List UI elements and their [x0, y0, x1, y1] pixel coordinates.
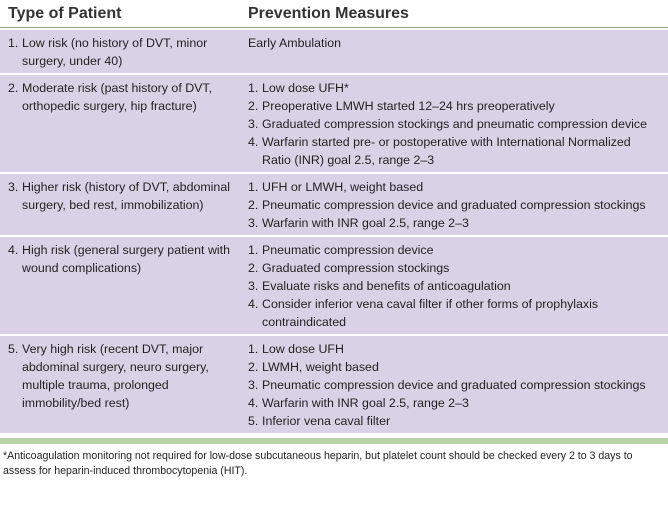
measure-text: Low dose UFH: [262, 342, 344, 356]
row-number: 3.: [8, 180, 19, 194]
row-number: 4.: [8, 243, 19, 257]
measure-number: 4.: [248, 135, 259, 149]
measure-number: 1.: [248, 81, 259, 95]
patient-type: Higher risk (history of DVT, abdominal surgery, bed rest, immobilization): [22, 180, 230, 212]
measure-text: Inferior vena caval filter: [262, 414, 391, 428]
measure-text: Consider inferior vena caval filter if other forms of prophylaxis contraindicated: [262, 297, 599, 329]
patient-type: Moderate risk (past history of DVT, orthopedic surgery, hip fracture): [22, 81, 213, 113]
measure-text: Warfarin started pre- or postoperative with International Normalized Ratio (INR) goal 2.5, range 2–3: [262, 135, 631, 167]
measure-item: [248, 277, 668, 295]
prevention-measures-cell: [240, 241, 668, 331]
footnote: *Anticoagulation monitoring not required for low-dose subcutaneous heparin, but platelet count should be checked every 2 to 3 days to assess for heparin-induced thrombocytopenia (HIT).: [3, 450, 633, 477]
measure-number: 2.: [248, 99, 259, 113]
patient-type: Low risk (no history of DVT, minor surgery, under 40): [22, 36, 208, 68]
measure-item: [248, 241, 668, 259]
measure-text: Warfarin with INR goal 2.5, range 2–3: [262, 396, 469, 410]
measure-item: [248, 97, 668, 115]
table-row: [0, 174, 668, 235]
measure-number: 2.: [248, 360, 259, 374]
measure-text: Evaluate risks and benefits of anticoagulation: [262, 279, 511, 293]
measure-text: Preoperative LMWH started 12–24 hrs preoperatively: [262, 99, 555, 113]
patient-type: Very high risk (recent DVT, major abdominal surgery, neuro surgery, multiple trauma, prolonged immobility/bed rest): [22, 342, 209, 410]
measure-text: Graduated compression stockings: [262, 261, 450, 275]
measure-text: Early Ambulation: [248, 36, 341, 50]
measure-number: 2.: [248, 261, 259, 275]
measure-number: 5.: [248, 414, 259, 428]
patient-type-cell: [0, 340, 240, 430]
row-number: 1.: [8, 36, 19, 50]
patient-type-cell: [0, 241, 240, 331]
measure-item: [248, 115, 668, 133]
prevention-measures-cell: [240, 34, 668, 70]
measure-number: 3.: [248, 117, 259, 131]
header-prevention-measures: Prevention Measures: [248, 4, 409, 22]
measure-item: [248, 214, 668, 232]
measure-number: 1.: [248, 180, 259, 194]
table-body: [0, 30, 668, 433]
measure-text: Pneumatic compression device: [262, 243, 434, 257]
measure-item: [248, 178, 668, 196]
measure-item: [248, 358, 668, 376]
measure-item: [248, 412, 668, 430]
measure-item: [248, 295, 668, 331]
measure-item: [248, 340, 668, 358]
patient-type: High risk (general surgery patient with wound complications): [22, 243, 230, 275]
table-row: [0, 237, 668, 334]
measure-text: Pneumatic compression device and graduated compression stockings: [262, 378, 646, 392]
measure-number: 3.: [248, 378, 259, 392]
row-number: 5.: [8, 342, 19, 356]
row-number: 2.: [8, 81, 19, 95]
measure-number: 3.: [248, 279, 259, 293]
measure-text: Pneumatic compression device and graduated compression stockings: [262, 198, 646, 212]
measure-number: 2.: [248, 198, 259, 212]
measure-number: 3.: [248, 216, 259, 230]
table-header: [0, 0, 668, 28]
measure-text: UFH or LMWH, weight based: [262, 180, 424, 194]
measure-text: Low dose UFH*: [262, 81, 349, 95]
prevention-measures-cell: [240, 79, 668, 169]
measure-text: LWMH, weight based: [262, 360, 379, 374]
prevention-measures-cell: [240, 340, 668, 430]
measure-item: [248, 196, 668, 214]
patient-type-cell: [0, 178, 240, 232]
patient-type-cell: [0, 79, 240, 169]
measure-item: [248, 376, 668, 394]
measure-text: Graduated compression stockings and pneumatic compression device: [262, 117, 647, 131]
table-row: [0, 75, 668, 172]
measure-text: Warfarin with INR goal 2.5, range 2–3: [262, 216, 469, 230]
prevention-measures-cell: [240, 178, 668, 232]
measure-number: 4.: [248, 297, 259, 311]
measure-item: [248, 79, 668, 97]
header-type-of-patient: Type of Patient: [8, 4, 122, 22]
measure-number: 4.: [248, 396, 259, 410]
measure-number: 1.: [248, 243, 259, 257]
measure-number: 1.: [248, 342, 259, 356]
measure-item: [248, 259, 668, 277]
measure-item: [248, 133, 668, 169]
table-row: [0, 336, 668, 433]
patient-type-cell: [0, 34, 240, 70]
table-row: [0, 30, 668, 73]
measure-item: [248, 394, 668, 412]
